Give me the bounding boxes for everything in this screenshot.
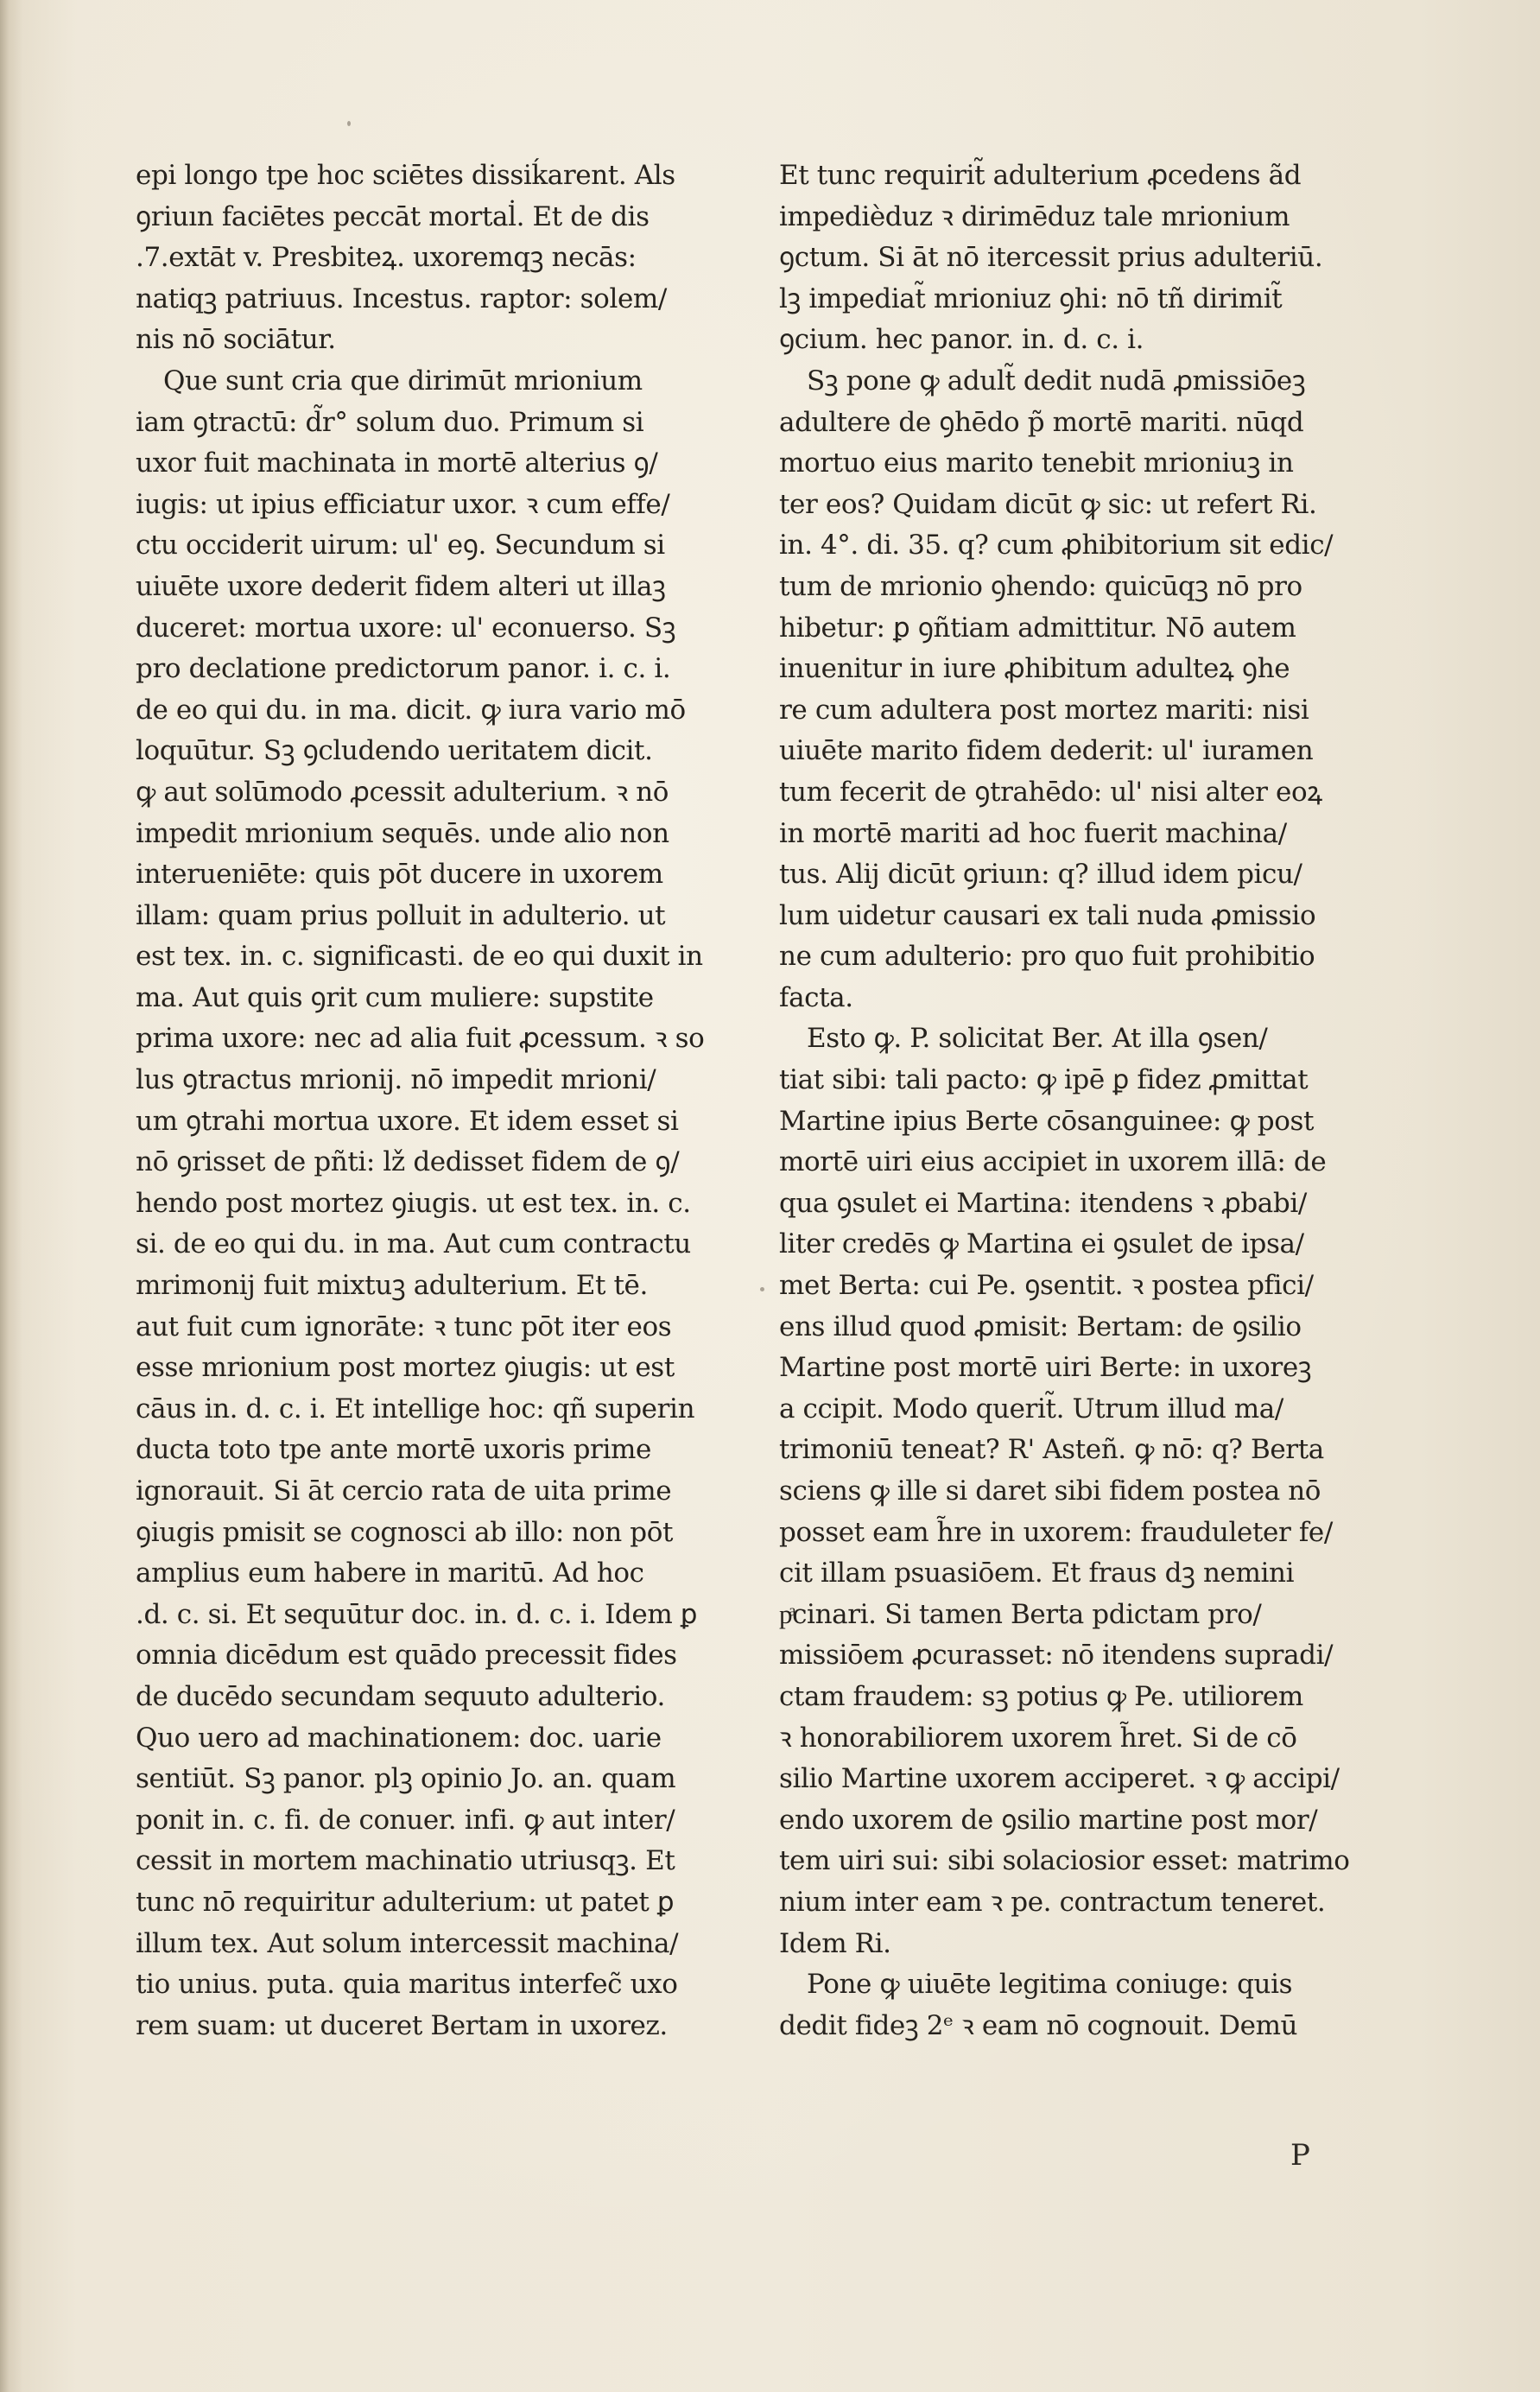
text-line: impedièduz ꝛ dirimēduz tale mrionium (779, 200, 1290, 232)
text-line: Esto ꝙ. P. solicitat Ber. At illa ꝯsen/ (807, 1023, 1268, 1055)
text-line: in. 4°. di. 35. q? cum ꝓhibitorium sit edic/ (779, 530, 1334, 562)
text-line: nis nō sociātur. (136, 324, 336, 356)
text-line: mrimonij fuit mixtuꝫ adulterium. Et tē. (136, 1270, 648, 1302)
text-line: ignorauit. Si āt cercio rata de uita prime (136, 1475, 672, 1507)
text-line: esse mrionium post mortez ꝯiugis: ut est (136, 1352, 675, 1384)
text-line: .d. c. si. Et sequūtur doc. in. d. c. i. Idem ꝑ (136, 1598, 698, 1630)
text-line: omnia dicēdum est quādo precessit fides (136, 1640, 677, 1672)
text-line: Martine post mortē uiri Berte: in uxoreꝫ (779, 1352, 1312, 1384)
text-line: ens illud quod ꝓmisit: Bertam: de ꝯsilio (779, 1310, 1302, 1342)
left-text-column (136, 155, 732, 2046)
ink-speck (760, 1287, 764, 1291)
text-line: ma. Aut quis ꝯrit cum muliere: supstite (136, 981, 654, 1013)
text-line: missiōem ꝓcurasset: nō itendens supradi/ (779, 1640, 1334, 1672)
binding-gutter (0, 0, 22, 2392)
text-line: iam ꝯtractū: d̃r° solum duo. Primum si (136, 406, 644, 438)
text-line: impedit mrionium sequēs. unde alio non (136, 817, 669, 849)
text-line: ducta toto tpe ante mortē uxoris prime (136, 1434, 651, 1466)
text-line: tum de mrionio ꝯhendo: quicūqꝫ nō pro (779, 570, 1302, 602)
text-line: ꝛ honorabiliorem uxorem h̃ret. Si de cō (779, 1722, 1297, 1754)
text-line: ꝯiugis pmisit se cognosci ab illo: non pōt (136, 1516, 674, 1548)
text-line: uiuēte uxore dederit fidem alteri ut illaꝫ (136, 570, 666, 602)
text-line: de eo qui du. in ma. dicit. ꝙ iura vario mō (136, 694, 686, 726)
text-line: dedit fideꝫ 2ᵉ ꝛ eam nō cognouit. Demū (779, 2009, 1298, 2041)
text-line: amplius eum habere in maritū. Ad hoc (136, 1558, 644, 1589)
text-line: Pone ꝙ uiuēte legitima coniuge: quis (807, 1969, 1293, 2001)
text-line: interueniēte: quis pōt ducere in uxorem (136, 859, 663, 891)
text-line: uiuēte marito fidem dederit: ul' iuramen (779, 735, 1314, 767)
text-line: aut fuit cum ignorāte: ꝛ tunc pōt iter eos (136, 1310, 672, 1342)
text-line: de ducēdo secundam sequuto adulterio. (136, 1680, 665, 1712)
text-line: ctam fraudem: sꝫ potius ꝙ Pe. utiliorem (779, 1680, 1303, 1712)
text-line: ꝯctum. Si āt nō itercessit prius adulteriū. (779, 242, 1323, 274)
text-line: tum fecerit de ꝯtrahēdo: ul' nisi alter eoꝝ (779, 776, 1322, 808)
text-line: lꝫ impediat̃ mrioniuz ꝯhi: nō tñ dirimit̃ (779, 282, 1283, 314)
text-line: loquūtur. Sꝫ ꝯcludendo ueritatem dicit. (136, 735, 653, 767)
text-line: ter eos? Quidam dicūt ꝙ sic: ut refert Ri. (779, 488, 1317, 520)
text-line: tus. Alij dicūt ꝯriuın: q? illud idem picu/ (779, 859, 1302, 891)
text-line: .7.extāt v. Presbiteꝝ. uxoremqꝫ necās: (136, 242, 637, 274)
text-line: ne cum adulterio: pro quo fuit prohibitio (779, 941, 1315, 973)
text-line: lum uidetur causari ex tali nuda ꝓmissio (779, 899, 1316, 931)
text-line: facta. (779, 981, 853, 1013)
text-line: prima uxore: nec ad alia fuit ꝓcessum. ꝛ so (136, 1023, 705, 1055)
text-line: inuenitur in iure ꝓhibitum adulteꝝ ꝯhe (779, 653, 1290, 685)
text-line: a ccipit. Modo querit̃. Utrum illud ma/ (779, 1393, 1283, 1424)
text-line: rem suam: ut duceret Bertam in uxorez. (136, 2009, 668, 2041)
text-line: endo uxorem de ꝯsilio martine post mor/ (779, 1804, 1318, 1836)
text-line: liter credēs ꝙ Martina ei ꝯsulet de ipsa/ (779, 1228, 1304, 1260)
text-line: iugis: ut ipius efficiatur uxor. ꝛ cum effe/ (136, 488, 670, 520)
text-line: um ꝯtrahi mortua uxore. Et idem esset si (136, 1105, 679, 1137)
text-line: adultere de ꝯhēdo p̃ mortē mariti. nūqd (779, 406, 1304, 438)
text-line: est tex. in. c. significasti. de eo qui duxit in (136, 941, 703, 973)
text-line: natiqꝫ patriuus. Incestus. raptor: solem/ (136, 282, 667, 314)
text-line: posset eam h̃re in uxorem: frauduleter fe/ (779, 1516, 1333, 1548)
text-line: uxor fuit machinata in mortē alterius ꝯ/ (136, 447, 658, 479)
text-line: nium inter eam ꝛ pe. contractum teneret. (779, 1886, 1326, 1918)
text-line: ctu occiderit uirum: ul' eꝯ. Secundum si (136, 530, 665, 562)
text-line: Idem Ri. (779, 1927, 891, 1959)
text-line: in mortē mariti ad hoc fuerit machina/ (779, 817, 1287, 849)
text-line: hendo post mortez ꝯiugis. ut est tex. in. c. (136, 1187, 691, 1219)
text-line: sentiūt. Sꝫ panor. plꝫ opinio Jo. an. quam (136, 1763, 676, 1795)
text-line: cāus in. d. c. i. Et intellige hoc: qñ superin (136, 1393, 695, 1424)
text-line: trimoniū teneat? R' Asteñ. ꝙ nō: q? Berta (779, 1434, 1324, 1466)
text-line: Et tunc requirit̃ adulterium ꝓcedens ãd (779, 160, 1302, 191)
text-line: cit illam psuasiōem. Et fraus dꝫ nemini (779, 1558, 1295, 1589)
right-text-column (779, 155, 1375, 2046)
text-line: Quo uero ad machinationem: doc. uarie (136, 1722, 662, 1754)
text-line: Que sunt cria que dirimūt mrionium (163, 365, 643, 397)
text-line: illam: quam prius polluit in adulterio. ut (136, 899, 666, 931)
text-line: si. de eo qui du. in ma. Aut cum contractu (136, 1228, 691, 1260)
text-line: pͣcinari. Si tamen Berta pdictam pro/ (779, 1598, 1262, 1630)
text-line: tem uiri sui: sibi solaciosior esset: matrimo (779, 1845, 1350, 1877)
text-line: qua ꝯsulet ei Martina: itendens ꝛ ꝓbabi/ (779, 1187, 1307, 1219)
text-line: ꝯcium. hec panor. in. d. c. i. (779, 324, 1144, 356)
text-line: pro declatione predictorum panor. i. c. i. (136, 653, 671, 685)
text-line: lus ꝯtractus mrionij. nō impedit mrioni/ (136, 1064, 656, 1096)
text-line: ꝯriuın faciētes peccāt mortal̇. Et de dis (136, 200, 650, 232)
text-line: sciens ꝙ ille si daret sibi fidem postea nō (779, 1475, 1321, 1507)
ink-speck (347, 121, 351, 126)
text-line: tiat sibi: tali pacto: ꝙ ipē ꝑ fidez ꝓmittat (779, 1064, 1309, 1096)
text-line: mortē uiri eius accipiet in uxorem illā: de (779, 1146, 1327, 1178)
text-line: Sꝫ pone ꝙ adult̃ dedit nudā ꝓmissiōeꝫ (807, 365, 1306, 397)
text-line: hibetur: ꝑ ꝯñtiam admittitur. Nō autem (779, 612, 1296, 644)
text-line: mortuo eius marito tenebit mrioniuꝫ in (779, 447, 1294, 479)
text-line: illum tex. Aut solum intercessit machina/ (136, 1927, 679, 1959)
text-line: cessit in mortem machinatio utriusqꝫ. Et (136, 1845, 675, 1877)
text-line: duceret: mortua uxore: ul' econuerso. Sꝫ (136, 612, 676, 644)
text-line: silio Martine uxorem acciperet. ꝛ ꝙ accipi/ (779, 1763, 1340, 1795)
text-line: ꝙ aut solūmodo ꝓcessit adulterium. ꝛ nō (136, 776, 669, 808)
text-line: tio unius. puta. quia maritus interfec̃ uxo (136, 1969, 678, 2001)
text-line: re cum adultera post mortez mariti: nisi (779, 694, 1309, 726)
text-line: ponit in. c. fi. de conuer. infi. ꝙ aut inter/ (136, 1804, 675, 1836)
text-line: nō ꝯrisset de pñti: lž dedisset fidem de ꝯ/ (136, 1146, 680, 1178)
text-line: epi longo tpe hoc sciētes dissiḱarent. Als (136, 160, 675, 191)
text-line: Martine ipius Berte cōsanguinee: ꝙ post (779, 1105, 1315, 1137)
text-line: met Berta: cui Pe. ꝯsentit. ꝛ postea pfici/ (779, 1270, 1314, 1302)
signature-mark: P (1290, 2138, 1310, 2173)
text-line: tunc nō requiritur adulterium: ut patet ꝑ (136, 1886, 675, 1918)
